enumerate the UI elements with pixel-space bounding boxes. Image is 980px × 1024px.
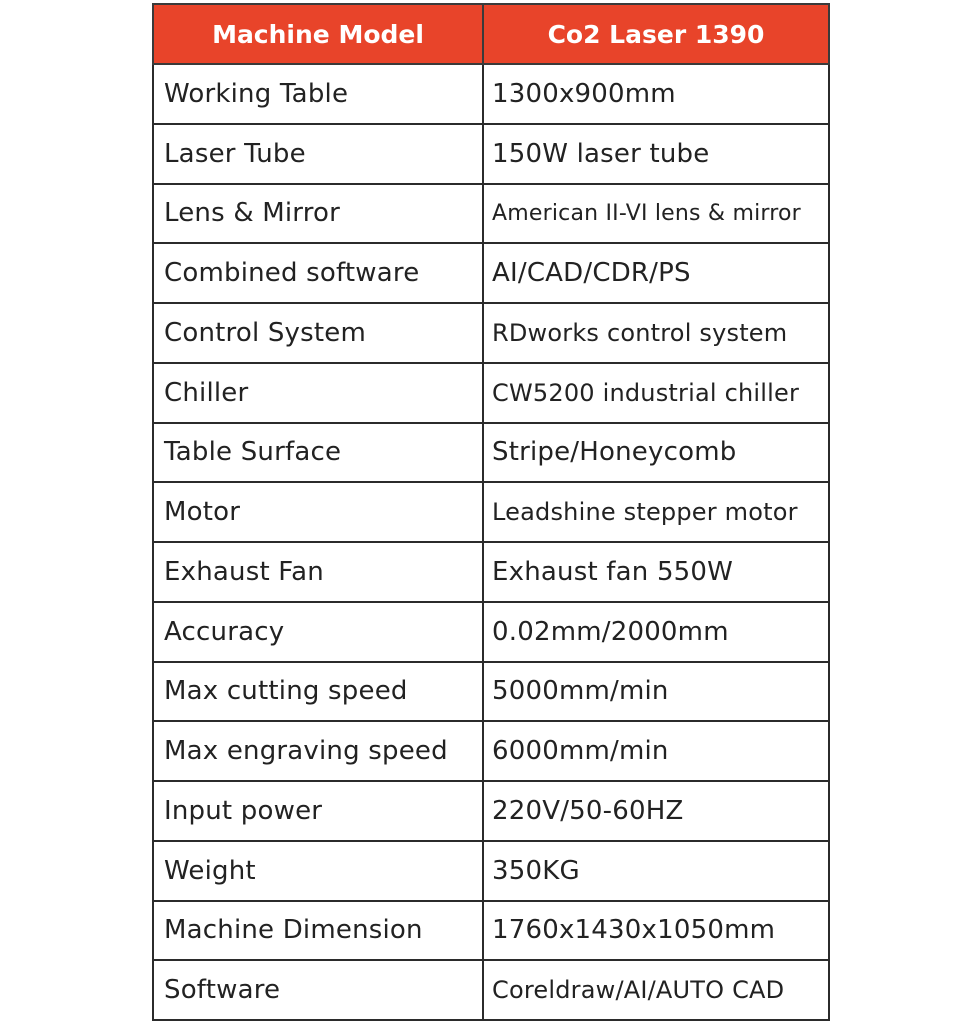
spec-label: Control System (153, 303, 483, 363)
spec-value: Stripe/Honeycomb (483, 423, 829, 483)
spec-label: Accuracy (153, 602, 483, 662)
spec-value: Leadshine stepper motor (483, 482, 829, 542)
spec-label: Lens & Mirror (153, 184, 483, 244)
spec-value: AI/CAD/CDR/PS (483, 243, 829, 303)
spec-label: Weight (153, 841, 483, 901)
table-row (153, 363, 829, 423)
spec-value: CW5200 industrial chiller (483, 363, 829, 423)
table-row (153, 124, 829, 184)
spec-table (152, 3, 830, 1021)
table-row (153, 662, 829, 722)
spec-label: Exhaust Fan (153, 542, 483, 602)
spec-label: Max engraving speed (153, 721, 483, 781)
spec-label: Laser Tube (153, 124, 483, 184)
spec-value: American II-VI lens & mirror (483, 184, 829, 244)
table-row (153, 960, 829, 1020)
spec-label: Max cutting speed (153, 662, 483, 722)
header-row (153, 4, 829, 64)
spec-label: Motor (153, 482, 483, 542)
table-row (153, 721, 829, 781)
spec-label: Combined software (153, 243, 483, 303)
spec-label: Software (153, 960, 483, 1020)
spec-label: Chiller (153, 363, 483, 423)
spec-value: RDworks control system (483, 303, 829, 363)
table-row (153, 602, 829, 662)
header-machine-model: Machine Model (153, 4, 483, 64)
table-row (153, 841, 829, 901)
spec-value: 350KG (483, 841, 829, 901)
table-header (153, 4, 829, 64)
spec-label: Machine Dimension (153, 901, 483, 961)
spec-value: 0.02mm/2000mm (483, 602, 829, 662)
table-row (153, 64, 829, 124)
spec-label: Table Surface (153, 423, 483, 483)
table-row (153, 243, 829, 303)
table-row (153, 482, 829, 542)
table-row (153, 303, 829, 363)
table-row (153, 423, 829, 483)
header-model-value: Co2 Laser 1390 (483, 4, 829, 64)
spec-label: Working Table (153, 64, 483, 124)
table-row (153, 901, 829, 961)
spec-value: 1760x1430x1050mm (483, 901, 829, 961)
spec-value: 1300x900mm (483, 64, 829, 124)
spec-value: 220V/50-60HZ (483, 781, 829, 841)
table-body (153, 64, 829, 1020)
spec-value: 150W laser tube (483, 124, 829, 184)
table-row (153, 781, 829, 841)
spec-label: Input power (153, 781, 483, 841)
table-row (153, 542, 829, 602)
table-row (153, 184, 829, 244)
spec-value: Coreldraw/AI/AUTO CAD (483, 960, 829, 1020)
spec-value: Exhaust fan 550W (483, 542, 829, 602)
spec-value: 5000mm/min (483, 662, 829, 722)
spec-value: 6000mm/min (483, 721, 829, 781)
